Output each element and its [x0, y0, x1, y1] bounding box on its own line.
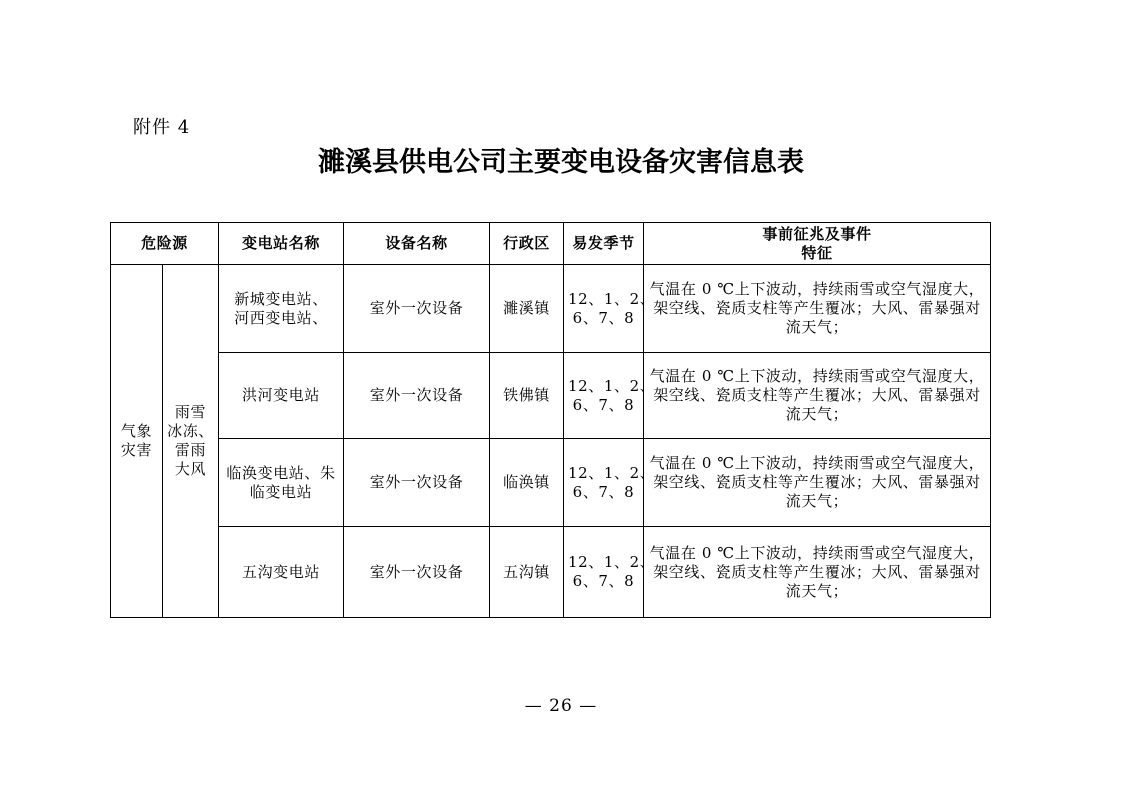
header-features-line: 事前征兆及事件: [762, 224, 872, 243]
table-row: [111, 439, 991, 527]
season-line: 6、7、8: [572, 482, 635, 501]
season-cell: [564, 439, 656, 527]
page-number: — 26 —: [524, 696, 598, 716]
season-cell: [564, 265, 656, 353]
station-name-line: 河西变电站、: [234, 308, 328, 327]
hazard-type-line: 大风: [174, 460, 207, 478]
equipment-name-cell: 室外一次设备: [344, 265, 490, 353]
equipment-name-cell: 室外一次设备: [344, 439, 490, 527]
season-line: 12、1、2、: [568, 463, 656, 482]
season-cell: [564, 527, 656, 618]
hazard-info-table: [110, 222, 991, 618]
features-line: 流天气；: [785, 318, 849, 336]
hazard-type-line: 雷雨: [174, 441, 207, 459]
table-row: [111, 265, 991, 353]
district-cell: 铁佛镇: [490, 353, 564, 439]
features-line: 气温在 0 ℃上下波动，持续雨雪或空气湿度大，: [649, 543, 985, 562]
features-cell: [644, 439, 991, 527]
header-station-name: 变电站名称: [219, 223, 344, 265]
station-name-cell: [219, 439, 344, 527]
table-row: [111, 353, 991, 439]
header-equipment-name: 设备名称: [344, 223, 490, 265]
features-line: 气温在 0 ℃上下波动，持续雨雪或空气湿度大，: [649, 454, 985, 472]
season-cell: [564, 353, 656, 439]
features-line: 流天气；: [785, 492, 849, 510]
features-cell: [644, 265, 991, 353]
features-line: 气温在 0 ℃上下波动，持续雨雪或空气湿度大，: [649, 280, 985, 298]
features-line: 架空线、瓷质支柱等产生覆冰；大风、雷暴强对: [653, 299, 981, 317]
station-name-line: 洪河变电站: [241, 386, 320, 404]
features-line: 架空线、瓷质支柱等产生覆冰；大风、雷暴强对: [653, 562, 981, 581]
station-name-line: 临涣变电站、朱: [226, 463, 336, 482]
header-hazard-source: 危险源: [111, 223, 219, 265]
table-header-row: [111, 223, 991, 265]
hazard-category-line: 灾害: [120, 441, 153, 459]
station-name-cell: [219, 527, 344, 618]
table-row: [111, 527, 991, 618]
features-cell: [644, 527, 991, 618]
hazard-type-line: 雨雪: [174, 403, 207, 421]
season-line: 12、1、2、: [568, 289, 656, 308]
station-name-line: 临变电站: [249, 482, 313, 501]
header-season: 易发季节: [564, 223, 644, 265]
station-name-cell: [219, 265, 344, 353]
season-line: 12、1、2、: [568, 376, 656, 395]
hazard-category-cell: [111, 265, 163, 618]
features-line: 流天气；: [785, 405, 849, 423]
season-line: 6、7、8: [572, 572, 635, 590]
district-cell: 临涣镇: [490, 439, 564, 527]
header-features: [644, 223, 991, 265]
hazard-type-cell: [163, 265, 219, 618]
season-line: 12、1、2、: [568, 553, 656, 571]
district-cell: 五沟镇: [490, 527, 564, 618]
season-line: 6、7、8: [572, 395, 635, 414]
features-cell: [644, 353, 991, 439]
hazard-type-line: 冰冻、: [167, 422, 214, 440]
header-district: 行政区: [490, 223, 564, 265]
equipment-name-cell: 室外一次设备: [344, 527, 490, 618]
station-name-line: 新城变电站、: [234, 289, 328, 308]
attachment-label: 附件 4: [133, 117, 191, 138]
hazard-category-line: 气象: [120, 422, 153, 440]
page-title: 濉溪县供电公司主要变电设备灾害信息表: [318, 147, 804, 178]
station-name-cell: [219, 353, 344, 439]
district-cell: 濉溪镇: [490, 265, 564, 353]
features-line: 架空线、瓷质支柱等产生覆冰；大风、雷暴强对: [653, 473, 981, 491]
equipment-name-cell: 室外一次设备: [344, 353, 490, 439]
station-name-line: 五沟变电站: [241, 562, 320, 581]
season-line: 6、7、8: [572, 308, 635, 327]
features-line: 架空线、瓷质支柱等产生覆冰；大风、雷暴强对: [653, 386, 981, 404]
features-line: 流天气；: [785, 581, 849, 600]
features-line: 气温在 0 ℃上下波动，持续雨雪或空气湿度大，: [649, 367, 985, 385]
header-features-line: 特征: [801, 243, 833, 262]
